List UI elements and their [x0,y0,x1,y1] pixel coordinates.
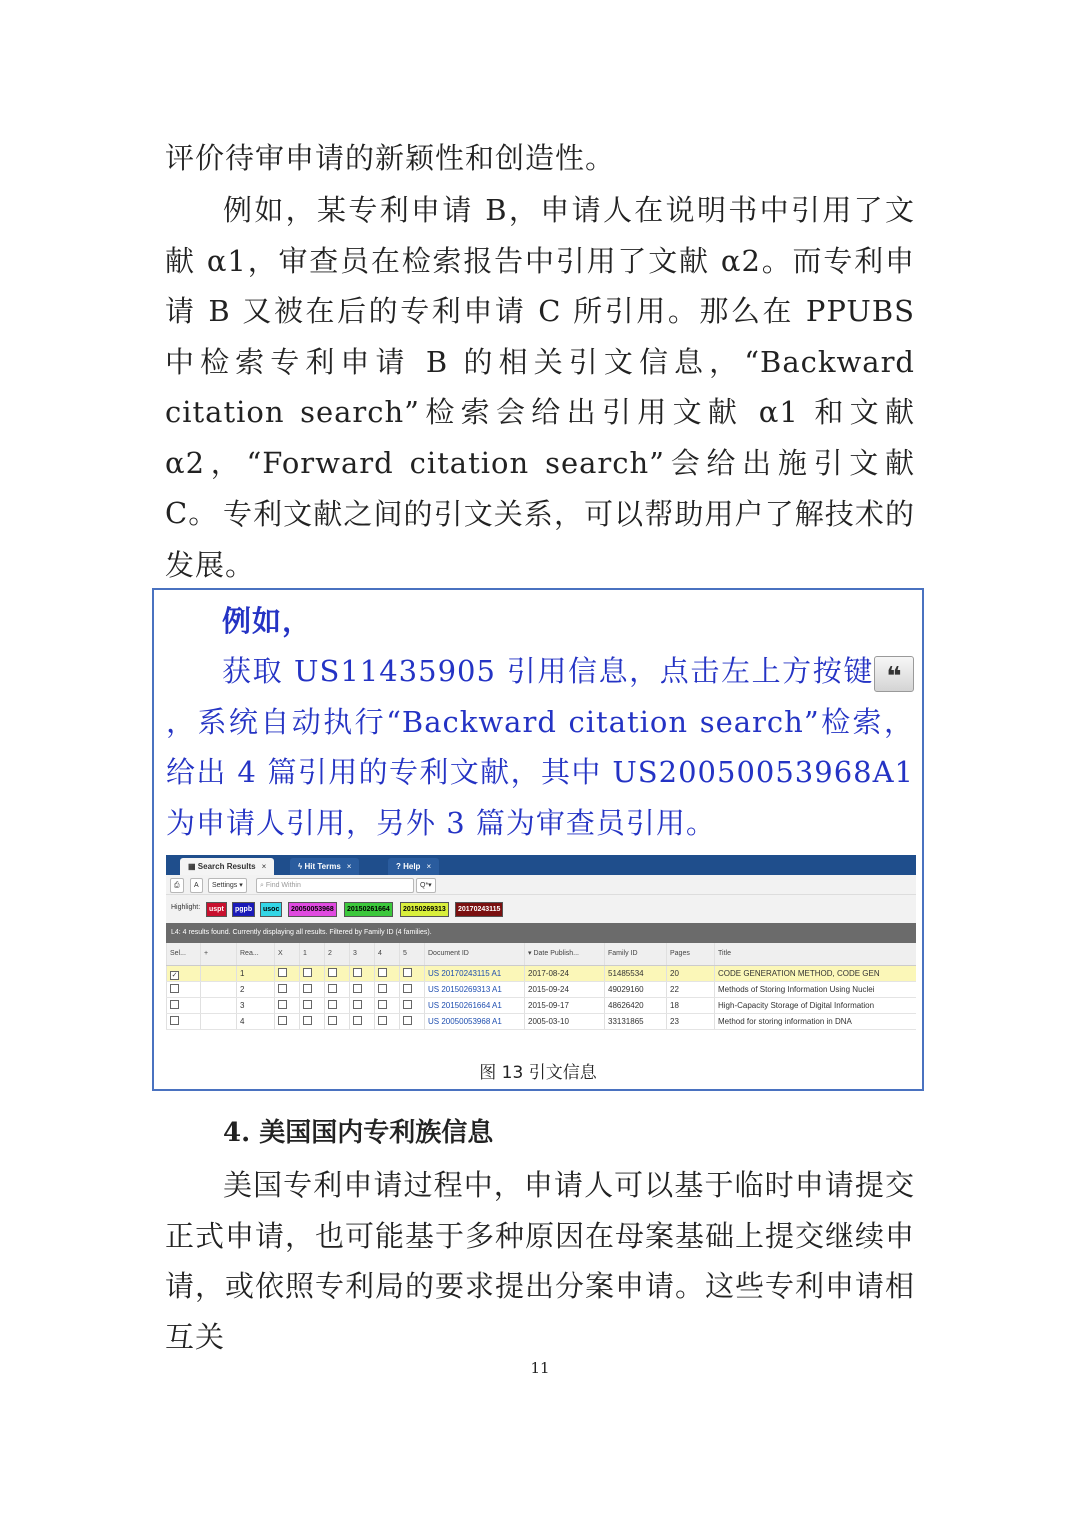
column-header[interactable]: Document ID [424,943,524,965]
paragraph-2: 例如，某专利申请 B，申请人在说明书中引用了文献 α1，审查员在检索报告中引用了文献 α2。而专利申请 B 又被在后的专利申请 C 所引用。那么在 PPUBS 中检索专利申请 B 的相关引文信息，“Backward citation search”检索会给出引用文献 α1 和文献 α2，“Forward citation search”会给出施引文献 C。 [165,193,915,530]
tab-label: Search Results [197,862,256,871]
tab-help[interactable] [388,858,439,875]
highlight-chip[interactable]: 20150261664 [344,902,393,917]
table-body [166,966,916,1030]
expand-cell[interactable] [200,982,236,997]
checkbox[interactable] [328,1016,337,1025]
find-within-input[interactable] [256,878,414,893]
expand-cell[interactable] [200,1014,236,1029]
date-published: 2005-03-10 [524,1014,604,1029]
column-header[interactable]: + [200,943,236,965]
checkbox[interactable] [353,1000,362,1009]
close-icon[interactable]: × [426,862,432,871]
mark-cell[interactable] [399,998,424,1013]
find-within-placeholder: Find Within [265,882,301,889]
checkbox[interactable] [403,1000,412,1009]
close-icon[interactable]: × [261,862,267,871]
column-header[interactable]: 2 [324,943,349,965]
document-id-link[interactable]: US 20150261664 A1 [424,998,524,1013]
result-number: 3 [236,998,274,1013]
title-cell: High-Capacity Storage of Digital Information [714,998,916,1013]
checkbox[interactable] [403,984,412,993]
mark-cell[interactable] [324,998,349,1013]
ppubs-screenshot [166,855,916,1033]
example-text-after: ，系统自动执行“Backward citation search”检索，给出 4 篇引用的专利文献，其中 US20050053968A1 为申请人引用，另外 3 篇为审查员引用。 [166,704,914,840]
highlight-chip[interactable]: uspt [206,902,227,917]
family-id: 49029160 [604,982,666,997]
date-published: 2017-08-24 [524,966,604,981]
example-box [152,588,924,1091]
citation-quote-icon: ❝ [874,656,914,692]
column-header[interactable]: 3 [349,943,374,965]
checkbox[interactable] [170,984,179,993]
checkbox[interactable] [303,968,312,977]
checkbox[interactable] [328,1000,337,1009]
tab-label: Help [403,862,421,871]
example-text [166,646,914,848]
checkbox[interactable] [278,968,287,977]
result-number: 1 [236,966,274,981]
paragraph-1: 评价待审申请的新颖性和创造性。 [165,141,616,175]
figure-caption: 图 13 引文信息 [479,1063,597,1083]
paragraph-3: 专利文献之间的引文关系，可以帮助用户了解技术的发展。 [165,497,915,582]
table-header-row [166,943,916,966]
mark-cell[interactable] [274,998,299,1013]
date-published: 2015-09-24 [524,982,604,997]
highlight-row [166,895,916,923]
column-header[interactable]: Family ID [604,943,666,965]
family-id: 51485534 [604,966,666,981]
results-icon: ▦ [188,862,198,871]
checkbox[interactable] [353,984,362,993]
title-cell: Method for storing information in DNA [714,1014,916,1029]
checkbox[interactable] [278,1000,287,1009]
checkbox[interactable] [170,1016,179,1025]
highlight-chip[interactable]: pgpb [232,902,255,917]
highlight-label: Highlight: [171,904,201,911]
mark-cell[interactable] [349,1014,374,1029]
example-lead: 例如， [222,604,313,638]
select-cell[interactable] [166,982,200,997]
tab-search-results[interactable] [180,858,274,875]
title-cell: Methods of Storing Information Using Nuclei [714,982,916,997]
tab-bar [166,855,916,875]
highlight-chip[interactable]: 20150269313 [400,902,449,917]
mark-cell[interactable] [374,1014,399,1029]
mark-cell[interactable] [299,1014,324,1029]
lightning-icon: ϟ [298,862,305,871]
results-info-bar: L4: 4 results found. Currently displaying all results. Filtered by Family ID (4 families). [166,923,916,943]
tab-hit-terms[interactable] [290,858,359,875]
column-header[interactable]: 1 [299,943,324,965]
checkbox[interactable] [378,1000,387,1009]
mark-cell[interactable] [274,1014,299,1029]
result-number: 4 [236,1014,274,1029]
example-text-before: 获取 US11435905 引用信息，点击左上方按键 [222,654,874,688]
checkbox[interactable] [328,968,337,977]
table-row[interactable] [166,982,916,998]
checkbox[interactable] [378,984,387,993]
pages-count: 22 [666,982,714,997]
mark-cell[interactable] [399,966,424,981]
mark-cell[interactable] [349,998,374,1013]
highlight-chip[interactable]: usoc [260,902,282,917]
close-icon[interactable]: × [346,862,352,871]
print-icon[interactable]: ⎙ [170,878,184,893]
paragraph-4: 美国专利申请过程中，申请人可以基于临时申请提交正式申请，也可能基于多种原因在母案基础上提交继续申请，或依照专利局的要求提出分案申请。这些专利申请相互关 [165,1168,916,1354]
query-menu-button[interactable]: Q*▾ [416,878,436,893]
section-heading: 4. 美国国内专利族信息 [223,1118,494,1148]
settings-button[interactable]: Settings ▾ [208,878,247,893]
checkbox[interactable] [170,1000,179,1009]
column-header[interactable]: Pages [666,943,714,965]
checkbox[interactable] [303,1016,312,1025]
select-cell[interactable] [166,998,200,1013]
document-id-link[interactable]: US 20050053968 A1 [424,1014,524,1029]
mark-cell[interactable] [324,1014,349,1029]
tab-label: Hit Terms [304,862,341,871]
column-header[interactable]: 4 [374,943,399,965]
mark-cell[interactable] [299,966,324,981]
mark-cell[interactable] [399,982,424,997]
family-id: 33131865 [604,1014,666,1029]
toolbar [166,875,916,895]
pages-count: 18 [666,998,714,1013]
select-cell[interactable] [166,966,200,981]
mark-cell[interactable] [299,998,324,1013]
title-cell: CODE GENERATION METHOD, CODE GEN [714,966,916,981]
column-header[interactable]: Rea... [236,943,274,965]
mark-cell[interactable] [349,966,374,981]
checkbox[interactable] [378,1016,387,1025]
table-row[interactable] [166,1014,916,1030]
mark-cell[interactable] [274,966,299,981]
checkbox[interactable] [353,1016,362,1025]
expand-cell[interactable] [200,998,236,1013]
checkbox[interactable] [403,1016,412,1025]
column-header[interactable]: ▾ Date Publish... [524,943,604,965]
mark-cell[interactable] [374,982,399,997]
checkbox[interactable] [303,1000,312,1009]
column-header[interactable]: Sel... [166,943,200,965]
checkbox[interactable] [303,984,312,993]
checkbox[interactable] [378,968,387,977]
date-published: 2015-09-17 [524,998,604,1013]
result-number: 2 [236,982,274,997]
column-header[interactable]: Title [714,943,916,965]
mark-cell[interactable] [374,998,399,1013]
table-row[interactable] [166,966,916,982]
checkbox[interactable] [328,984,337,993]
mark-cell[interactable] [399,1014,424,1029]
mark-cell[interactable] [324,982,349,997]
expand-cell[interactable] [200,966,236,981]
checkbox[interactable] [278,1016,287,1025]
highlight-chip[interactable]: 20170243115 [455,902,503,917]
highlight-chip[interactable]: 20050053968 [288,902,337,917]
mark-cell[interactable] [349,982,374,997]
column-header[interactable]: 5 [399,943,424,965]
mark-cell[interactable] [299,982,324,997]
column-header[interactable]: X [274,943,299,965]
checkbox[interactable] [278,984,287,993]
document-id-link[interactable]: US 20170243115 A1 [424,966,524,981]
search-icon: ⌕ [260,882,266,889]
checkbox[interactable] [353,968,362,977]
results-table [166,943,916,1030]
mark-cell[interactable] [274,982,299,997]
checkbox[interactable] [403,968,412,977]
help-icon: ? [396,862,404,871]
mark-cell[interactable] [374,966,399,981]
family-id: 48626420 [604,998,666,1013]
checkbox[interactable]: ✓ [171,972,178,979]
select-cell[interactable] [166,1014,200,1029]
pages-count: 20 [666,966,714,981]
font-size-icon[interactable]: A [190,878,203,893]
document-id-link[interactable]: US 20150269313 A1 [424,982,524,997]
pages-count: 23 [666,1014,714,1029]
page-number: 11 [530,1359,550,1377]
mark-cell[interactable] [324,966,349,981]
table-row[interactable] [166,998,916,1014]
